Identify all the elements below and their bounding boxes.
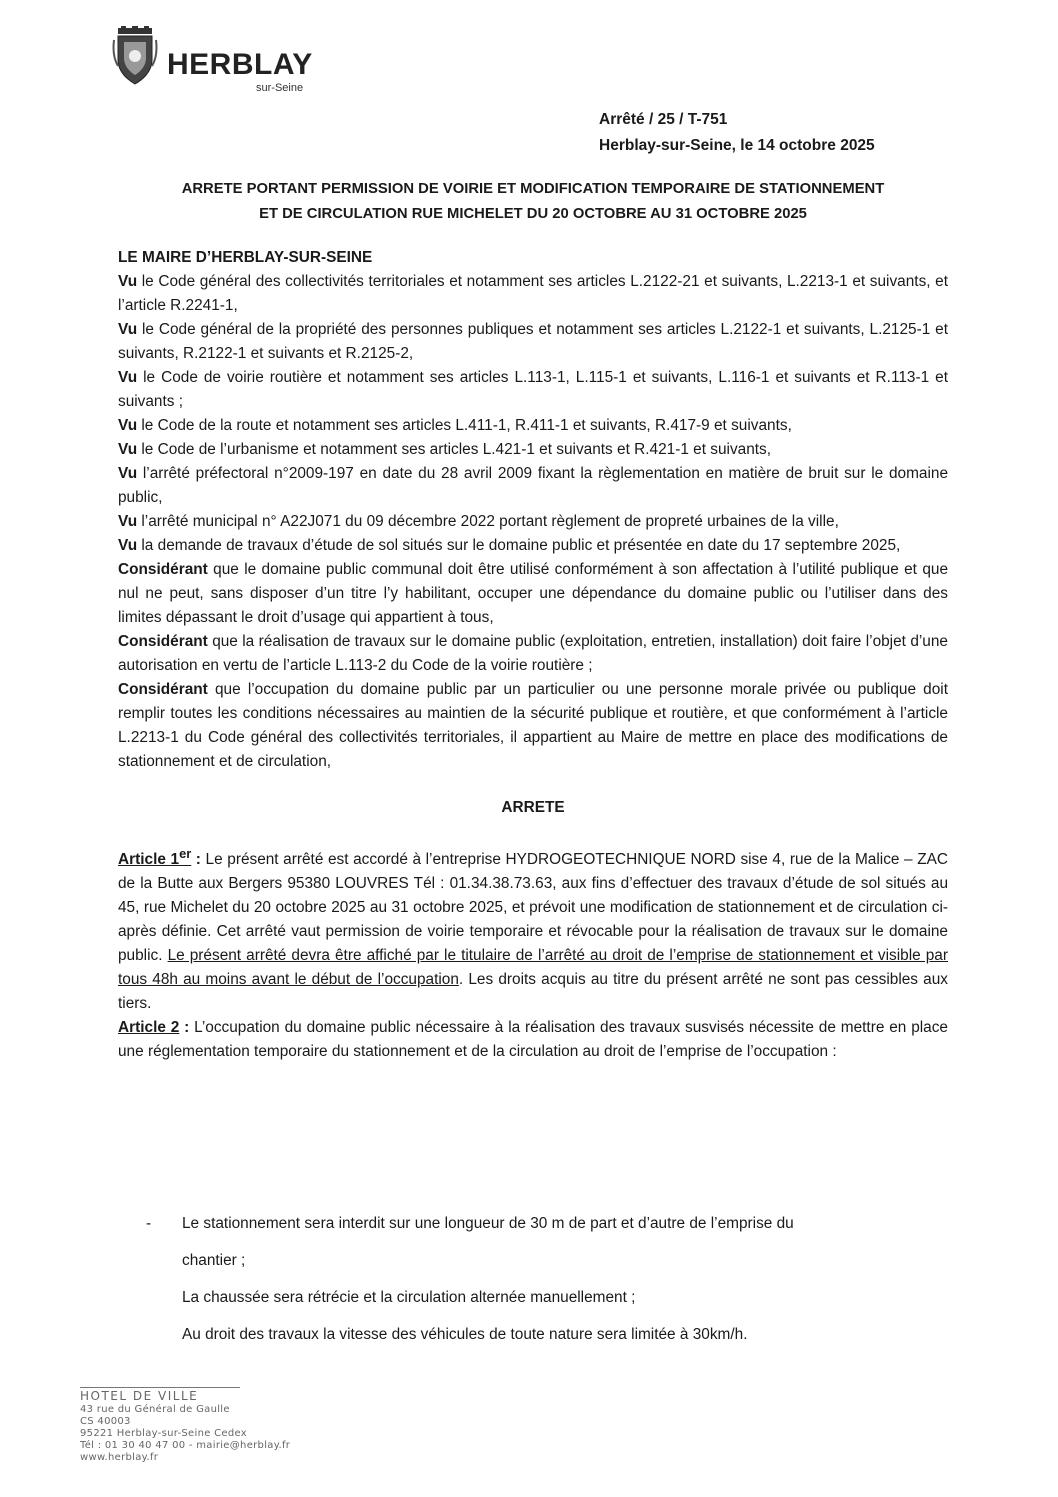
visa-lead: Vu bbox=[118, 537, 138, 554]
footer-line: www.herblay.fr bbox=[80, 1452, 159, 1463]
document-title bbox=[118, 177, 948, 227]
visa-text: l’arrêté municipal n° A22J071 du 09 décembre 2022 portant règlement de propreté urbaines de la ville, bbox=[137, 513, 839, 530]
mayor-heading: LE MAIRE D’HERBLAY-SUR-SEINE bbox=[118, 249, 373, 266]
footer-line: CS 40003 bbox=[80, 1416, 131, 1427]
visa-paragraph bbox=[118, 366, 948, 414]
visa-lead: Considérant bbox=[118, 561, 208, 578]
arrete-heading: ARRETE bbox=[501, 799, 565, 816]
visa-paragraph bbox=[118, 630, 948, 678]
visa-lead: Vu bbox=[118, 273, 138, 290]
footer-title: HOTEL DE VILLE bbox=[80, 1387, 240, 1403]
city-crest-icon bbox=[112, 26, 158, 86]
visa-lead: Considérant bbox=[118, 633, 208, 650]
list-item: Au droit des travaux la vitesse des véhicules de toute nature sera limitée à 30km/h. bbox=[182, 1326, 748, 1343]
footer-line: 95221 Herblay-sur-Seine Cedex bbox=[80, 1428, 248, 1439]
visa-lead: Vu bbox=[118, 441, 138, 458]
visa-text: le Code de l’urbanisme et notamment ses articles L.421-1 et suivants et R.421-1 et suivants, bbox=[137, 441, 772, 458]
article-1: Article 1er : Le présent arrêté est accordé à l’entreprise HYDROGEOTECHNIQUE NORD sise 4, rue de la Malice – ZAC de la Butte aux Bergers 95380 LOUVRES Tél : 01.34.38.73.63, aux fins d’effectuer des travaux d’étude de sol situés au 45, rue Michelet du 20 octobre 2025 au 31 octobre 2025, et prévoit une modification de stationnement et de circulation ci-après définie. Cet arrêté vaut permission de voirie temporaire et révocable pour la réalisation de travaux sur le domaine public. Le présent arrêté devra être affiché par le titulaire de l’arrêté au droit de l’emprise de stationnement et visible par tous 48h au moins avant le début de l’occupation. Les droits acquis au titre du présent arrêté ne sont pas cessibles aux tiers. bbox=[118, 846, 948, 1013]
title-line-1: ARRETE PORTANT PERMISSION DE VOIRIE ET MODIFICATION TEMPORAIRE DE STATIONNEMENT bbox=[181, 181, 885, 197]
visa-paragraph bbox=[118, 438, 948, 462]
visa-lead: Considérant bbox=[118, 681, 208, 698]
dash-bullet: - bbox=[146, 1215, 152, 1232]
visa-text: que l’occupation du domaine public par un particulier ou une personne morale privée ou publique doit remplir toutes les conditions nécessaires au maintien de la sécurité publique et routière, et que conformément à l’article L.2213-1 du Code général des collectivités territoriales, il appartient au Maire de mettre en place des modifications de stationnement et de circulation, bbox=[118, 681, 948, 770]
visa-text: le Code de voirie routière et notamment ses articles L.113-1, L.115-1 et suivants, L.116-1 et suivants et R.113-1 et suivants ; bbox=[118, 369, 948, 410]
visa-paragraph bbox=[118, 462, 948, 510]
visa-paragraph bbox=[118, 318, 948, 366]
visa-lead: Vu bbox=[118, 465, 138, 482]
article-1-posting-requirement: Le présent arrêté devra être affiché par le titulaire de l’arrêté au droit de l’emprise de stationnement et visible par tous 48h au moins avant le début de l’occupation bbox=[118, 947, 948, 989]
visa-paragraph bbox=[118, 534, 948, 558]
visa-lead: Vu bbox=[118, 417, 138, 434]
visa-text: que le domaine public communal doit être utilisé conformément à son affectation à l’utilité publique et que nul ne peut, sans disposer d’un titre l’y habilitant, occuper une dépendance du domaine public ou l’utiliser dans des limites dépassant le droit d’usage qui appartient à tous, bbox=[118, 561, 948, 626]
visa-text: le Code général des collectivités territoriales et notamment ses articles L.2122-21 et suivants, L.2213-1 et suivants, et l’article R.2241-1, bbox=[118, 273, 948, 314]
article-1-text: Le présent arrêté est accordé à l’entreprise HYDROGEOTECHNIQUE NORD sise 4, rue de la Malice – ZAC de la Butte aux Bergers 95380 LOUVRES Tél : 01.34.38.73.63, aux fins d’effectuer des travaux d’étude de sol situés au 45, rue Michelet du 20 octobre 2025 au 31 octobre 2025, et prévoit une modification de stationnement et de circulation ci-après définie. Cet arrêté vaut permission de voirie temporaire et révocable pour la réalisation de travaux sur le domaine public. bbox=[118, 851, 948, 965]
visa-paragraph bbox=[118, 270, 948, 318]
visa-text: la demande de travaux d’étude de sol situés sur le domaine public et présentée en date du 17 septembre 2025, bbox=[137, 537, 901, 554]
visa-text: le Code général de la propriété des personnes publiques et notamment ses articles L.2122-1 et suivants, L.2125-1 et suivants, R.2122-1 et suivants et R.2125-2, bbox=[118, 321, 948, 362]
title-line-2: ET DE CIRCULATION RUE MICHELET DU 20 OCTOBRE AU 31 OCTOBRE 2025 bbox=[259, 206, 807, 222]
decree-number: Arrêté / 25 / T-751 bbox=[599, 111, 728, 128]
reference-block bbox=[599, 107, 875, 159]
article-2-label: Article 2 bbox=[118, 1019, 180, 1037]
list-item: La chaussée sera rétrécie et la circulation alternée manuellement ; bbox=[182, 1289, 636, 1306]
visa-lead: Vu bbox=[118, 513, 138, 530]
visa-text: que la réalisation de travaux sur le domaine public (exploitation, entretien, installation) doit faire l’objet d’une autorisation en vertu de l’article L.113-2 du Code de la voirie routière ; bbox=[118, 633, 948, 674]
visas-list bbox=[118, 270, 948, 774]
article-1-label: Article 1er bbox=[118, 846, 192, 869]
document-body bbox=[118, 246, 948, 1064]
visa-paragraph bbox=[118, 414, 948, 438]
footer-address bbox=[80, 1385, 400, 1464]
visa-text: l’arrêté préfectoral n°2009-197 en date du 28 avril 2009 fixant la règlementation en matière de bruit sur le domaine public, bbox=[118, 465, 948, 506]
visa-paragraph bbox=[118, 510, 948, 534]
visa-lead: Vu bbox=[118, 321, 138, 338]
herblay-logo bbox=[112, 26, 342, 96]
footer-line: Tél : 01 30 40 47 00 - mairie@herblay.fr bbox=[80, 1440, 291, 1451]
footer-line: 43 rue du Général de Gaulle bbox=[80, 1404, 230, 1415]
article-2: Article 2 : L’occupation du domaine public nécessaire à la réalisation des travaux susvisés nécessite de mettre en place une réglementation temporaire du stationnement et de la circulation au droit de l’emprise de l’occupation : bbox=[118, 1019, 948, 1061]
brand-name: HERBLAY bbox=[167, 48, 313, 81]
list-item-continuation: chantier ; bbox=[182, 1252, 246, 1269]
place-date: Herblay-sur-Seine, le 14 octobre 2025 bbox=[599, 137, 875, 154]
visa-text: le Code de la route et notamment ses articles L.411-1, R.411-1 et suivants, R.417-9 et suivants, bbox=[137, 417, 792, 434]
visa-lead: Vu bbox=[118, 369, 138, 386]
list-item: - Le stationnement sera interdit sur une longueur de 30 m de part et d’autre de l’emprise du bbox=[146, 1205, 946, 1242]
measures-list bbox=[146, 1205, 946, 1353]
article-2-text: L’occupation du domaine public nécessaire à la réalisation des travaux susvisés nécessite de mettre en place une réglementation temporaire du stationnement et de la circulation au droit de l’emprise de l’occupation : bbox=[118, 1019, 948, 1061]
brand-subtitle: sur-Seine bbox=[256, 82, 304, 94]
visa-paragraph bbox=[118, 678, 948, 774]
visa-paragraph bbox=[118, 558, 948, 630]
